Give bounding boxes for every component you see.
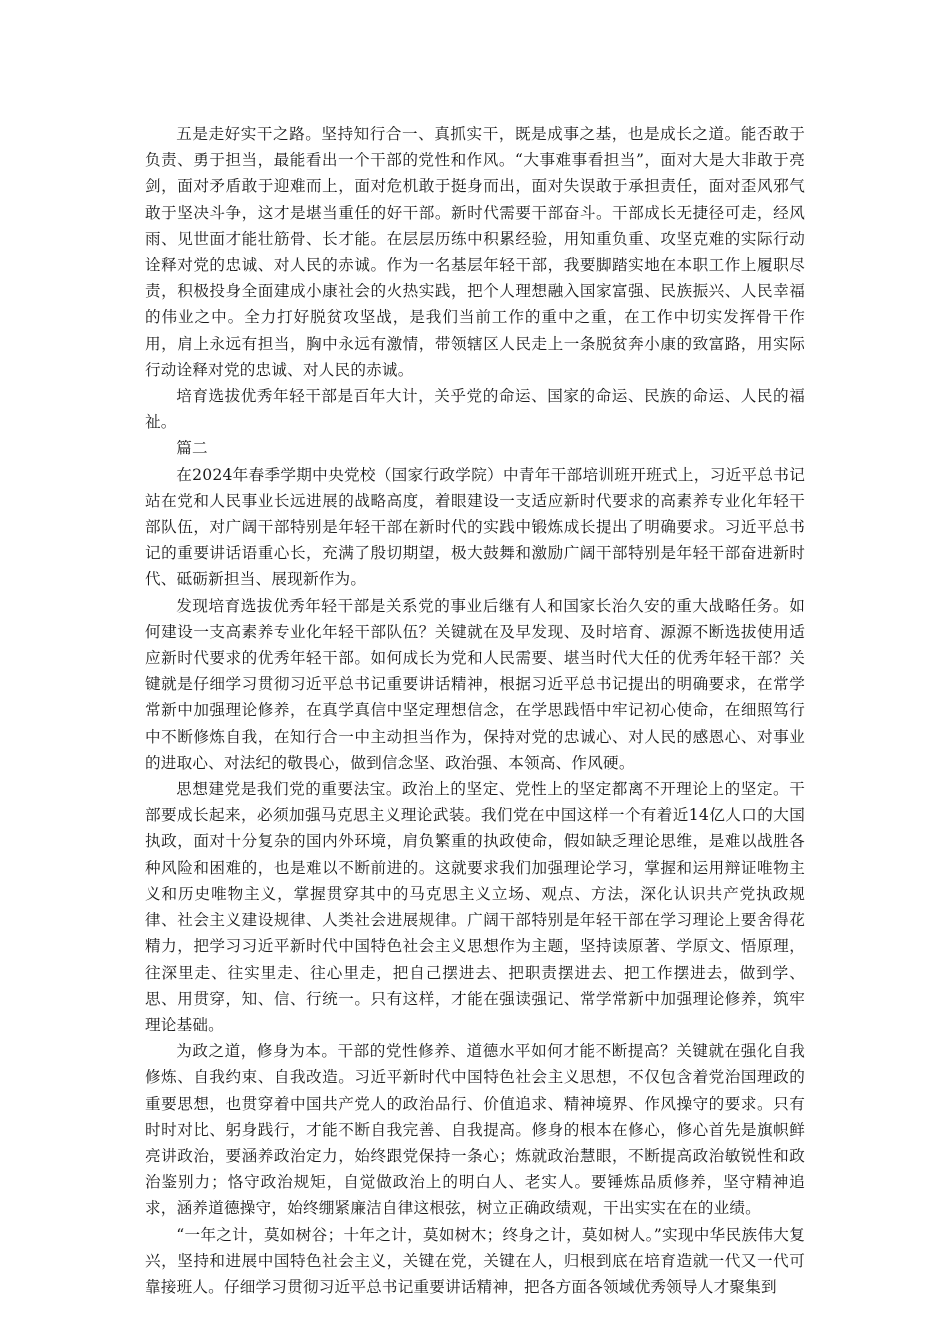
paragraph: 为政之道，修身为本。干部的党性修养、道德水平如何才能不断提高？关键就在强化自我修炼、自我约束、自我改造。习近平新时代中国特色社会主义思想，不仅包含着党治国理政的重要思想，也贯穿着中国共产党人的政治品行、价值追求、精神境界、作风操守的要求。只有时时对比、躬身践行，才能不断自我完善、自我提高。修身的根本在修心，修心首先是旗帜鲜亮讲政治，要涵养政治定力，始终跟党保持一条心；炼就政治慧眼，不断提高政治敏锐性和政治鉴别力；恪守政治规矩，自觉做政治上的明白人、老实人。要锤炼品质修养，坚守精神追求，涵养道德操守，始终绷紧廉洁自律这根弦，树立正确政绩观，干出实实在在的业绩。	[145, 1042, 805, 1218]
paragraph: 思想建党是我们党的重要法宝。政治上的坚定、党性上的坚定都离不开理论上的坚定。干部要成长起来，必须加强马克思主义理论武装。我们党在中国这样一个有着近14亿人口的大国执政，面对十分复杂的国内外环境，肩负繁重的执政使命，假如缺乏理论思维，是难以战胜各种风险和困难的，也是难以不断前进的。这就要求我们加强理论学习，掌握和运用辩证唯物主义和历史唯物主义，掌握贯穿其中的马克思主义立场、观点、方法，深化认识共产党执政规律、社会主义建设规律、人类社会进展规律。广阔干部特别是年轻干部在学习理论上要舍得花精力，把学习习近平新时代中国特色社会主义思想作为主题，坚持读原著、学原文、悟原理，往深里走、往实里走、往心里走，把自己摆进去、把职责摆进去、把工作摆进去，做到学、思、用贯穿，知、信、行统一。只有这样，才能在强读强记、常学常新中加强理论修养，筑牢理论基础。	[145, 780, 805, 1034]
paragraph: 在2024年春季学期中央党校（国家行政学院）中青年干部培训班开班式上，习近平总书记站在党和人民事业长远进展的战略高度，着眼建设一支适应新时代要求的高素养专业化年轻干部队伍，对广阔干部特别是年轻干部在新时代的实践中锻炼成长提出了明确要求。习近平总书记的重要讲话语重心长，充满了殷切期望，极大鼓舞和激励广阔干部特别是年轻干部奋进新时代、砥砺新担当、展现新作为。	[145, 465, 805, 589]
paragraph: 五是走好实干之路。坚持知行合一、真抓实干，既是成事之基，也是成长之道。能否敢于负责、勇于担当，最能看出一个干部的党性和作风。“大事难事看担当”，面对大是大非敢于亮剑，面对矛盾敢于迎难而上，面对危机敢于挺身而出，面对失误敢于承担责任，面对歪风邪气敢于坚决斗争，这才是堪当重任的好干部。新时代需要干部奋斗。干部成长无捷径可走，经风雨、见世面才能壮筋骨、长才能。在层层历练中积累经验，用知重负重、攻坚克难的实际行动诠释对党的忠诚、对人民的赤诚。作为一名基层年轻干部，我要脚踏实地在本职工作上履职尽责，积极投身全面建成小康社会的火热实践，把个人理想融入国家富强、民族振兴、人民幸福的伟业之中。全力打好脱贫攻坚战，是我们当前工作的重中之重，在工作中切实发挥骨干作用，肩上永远有担当，胸中永远有激情，带领辖区人民走上一条脱贫奔小康的致富路，用实际行动诠释对党的忠诚、对人民的赤诚。	[145, 125, 805, 379]
paragraph: 发现培育选拔优秀年轻干部是关系党的事业后继有人和国家长治久安的重大战略任务。如何建设一支高素养专业化年轻干部队伍？关键就在及早发现、及时培育、源源不断选拔使用适应新时代要求的优秀年轻干部。如何成长为党和人民需要、堪当时代大任的优秀年轻干部？关键就是仔细学习贯彻习近平总书记重要讲话精神，根据习近平总书记提出的明确要求，在常学常新中加强理论修养，在真学真信中坚定理想信念，在学思践悟中牢记初心使命，在细照笃行中不断修炼自我，在知行合一中主动担当作为，保持对党的忠诚心、对人民的感恩心、对事业的进取心、对法纪的敬畏心，做到信念坚、政治强、本领高、作风硬。	[145, 596, 805, 772]
document-body	[145, 121, 805, 1300]
section-title: 篇二	[176, 439, 208, 458]
paragraph: 培育选拔优秀年轻干部是百年大计，关乎党的命运、国家的命运、民族的命运、人民的福祉。	[145, 387, 805, 432]
paragraph: “一年之计，莫如树谷；十年之计，莫如树木；终身之计，莫如树人。”实现中华民族伟大复兴，坚持和进展中国特色社会主义，关键在党，关键在人，归根到底在培育造就一代又一代可靠接班人。仔细学习贯彻习近平总书记重要讲话精神，把各方面各领域优秀领导人才聚集到	[145, 1225, 805, 1296]
